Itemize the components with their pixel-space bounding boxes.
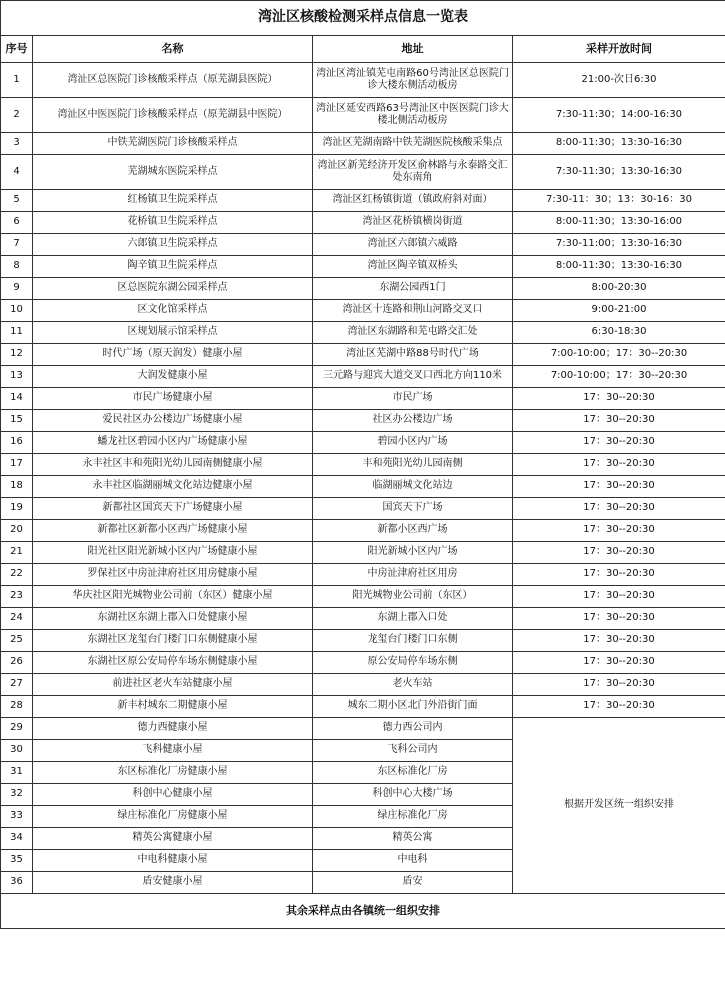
cell-hours: 17：30--20:30	[513, 454, 725, 476]
cell-hours: 9:00-21:00	[513, 300, 725, 322]
cell-name: 罗保社区中房沚津府社区用房健康小屋	[33, 564, 313, 586]
table-row	[1, 300, 725, 322]
cell-hours: 17：30--20:30	[513, 388, 725, 410]
cell-address: 新都小区西广场	[313, 520, 513, 542]
cell-address: 湾沚区六郎镇六威路	[313, 234, 513, 256]
cell-address: 社区办公楼边广场	[313, 410, 513, 432]
table-row	[1, 652, 725, 674]
cell-address: 盾安	[313, 872, 513, 894]
header-address: 地址	[313, 36, 513, 63]
cell-address: 湾沚区芜湖南路中铁芜湖医院核酸采集点	[313, 133, 513, 155]
cell-address: 湾沚区陶辛镇双桥头	[313, 256, 513, 278]
cell-name: 花桥镇卫生院采样点	[33, 212, 313, 234]
cell-no: 24	[1, 608, 33, 630]
cell-address: 湾沚区湾沚镇芜屯南路60号湾沚区总医院门诊大楼东侧活动板房	[313, 63, 513, 98]
cell-name: 时代广场（原天润发）健康小屋	[33, 344, 313, 366]
cell-no: 34	[1, 828, 33, 850]
cell-address: 湾沚区芜湖中路88号时代广场	[313, 344, 513, 366]
cell-name: 湾沚区总医院门诊核酸采样点（原芜湖县医院）	[33, 63, 313, 98]
cell-no: 31	[1, 762, 33, 784]
table-row	[1, 696, 725, 718]
cell-address: 城东二期小区北门外沿街门面	[313, 696, 513, 718]
cell-name: 科创中心健康小屋	[33, 784, 313, 806]
header-name: 名称	[33, 36, 313, 63]
cell-hours: 8:00-11:30；13:30-16:00	[513, 212, 725, 234]
cell-name: 蟠龙社区碧园小区内广场健康小屋	[33, 432, 313, 454]
table-row	[1, 542, 725, 564]
cell-name: 区文化馆采样点	[33, 300, 313, 322]
cell-no: 22	[1, 564, 33, 586]
cell-hours: 17：30--20:30	[513, 652, 725, 674]
table-row	[1, 564, 725, 586]
cell-hours: 7:30-11:00；13:30-16:30	[513, 234, 725, 256]
cell-no: 7	[1, 234, 33, 256]
cell-name: 中电科健康小屋	[33, 850, 313, 872]
table-row	[1, 190, 725, 212]
cell-name: 华庆社区阳光城物业公司前（东区）健康小屋	[33, 586, 313, 608]
cell-name: 东湖社区龙玺台门楼门口东侧健康小屋	[33, 630, 313, 652]
header-no: 序号	[1, 36, 33, 63]
cell-address: 精英公寓	[313, 828, 513, 850]
cell-address: 湾沚区东湖路和芜屯路交汇处	[313, 322, 513, 344]
cell-hours: 8:00-11:30；13:30-16:30	[513, 256, 725, 278]
cell-name: 永丰社区临湖丽城文化站边健康小屋	[33, 476, 313, 498]
cell-hours: 17：30--20:30	[513, 674, 725, 696]
cell-address: 湾沚区延安西路63号湾沚区中医医院门诊大楼北侧活动板房	[313, 98, 513, 133]
cell-name: 新都社区新都小区西广场健康小屋	[33, 520, 313, 542]
cell-address: 东湖公园西1门	[313, 278, 513, 300]
cell-name: 阳光社区阳光新城小区内广场健康小屋	[33, 542, 313, 564]
cell-no: 21	[1, 542, 33, 564]
cell-hours: 17：30--20:30	[513, 564, 725, 586]
table-row	[1, 212, 725, 234]
table-row	[1, 498, 725, 520]
cell-name: 陶辛镇卫生院采样点	[33, 256, 313, 278]
cell-no: 19	[1, 498, 33, 520]
cell-no: 27	[1, 674, 33, 696]
cell-no: 18	[1, 476, 33, 498]
cell-no: 25	[1, 630, 33, 652]
table-row	[1, 454, 725, 476]
cell-hours: 17：30--20:30	[513, 696, 725, 718]
cell-no: 14	[1, 388, 33, 410]
cell-name: 区规划展示馆采样点	[33, 322, 313, 344]
cell-address: 湾沚区十连路和荆山河路交叉口	[313, 300, 513, 322]
cell-hours: 7:30-11:30；13:30-16:30	[513, 155, 725, 190]
cell-name: 湾沚区中医医院门诊核酸采样点（原芜湖县中医院）	[33, 98, 313, 133]
table-row	[1, 674, 725, 696]
cell-name: 芜湖城东医院采样点	[33, 155, 313, 190]
cell-address: 东区标准化厂房	[313, 762, 513, 784]
cell-hours: 7:30-11：30；13：30-16：30	[513, 190, 725, 212]
cell-name: 绿庄标准化厂房健康小屋	[33, 806, 313, 828]
cell-no: 1	[1, 63, 33, 98]
merged-hours-cell: 根据开发区统一组织安排	[513, 718, 725, 894]
table-row	[1, 432, 725, 454]
cell-no: 33	[1, 806, 33, 828]
cell-name: 精英公寓健康小屋	[33, 828, 313, 850]
cell-address: 中电科	[313, 850, 513, 872]
cell-address: 飞科公司内	[313, 740, 513, 762]
table-row	[1, 476, 725, 498]
cell-no: 36	[1, 872, 33, 894]
table-row	[1, 366, 725, 388]
table-row	[1, 388, 725, 410]
cell-address: 科创中心大楼广场	[313, 784, 513, 806]
cell-address: 国宾天下广场	[313, 498, 513, 520]
cell-no: 9	[1, 278, 33, 300]
cell-hours: 8:00-11:30；13:30-16:30	[513, 133, 725, 155]
table-row	[1, 63, 725, 98]
cell-no: 3	[1, 133, 33, 155]
cell-hours: 6:30-18:30	[513, 322, 725, 344]
cell-address: 丰和苑阳光幼儿园南侧	[313, 454, 513, 476]
cell-address: 龙玺台门楼门口东侧	[313, 630, 513, 652]
cell-no: 32	[1, 784, 33, 806]
cell-no: 15	[1, 410, 33, 432]
cell-name: 东湖社区原公安局停车场东侧健康小屋	[33, 652, 313, 674]
header-row	[1, 36, 725, 63]
table-row	[1, 410, 725, 432]
cell-no: 11	[1, 322, 33, 344]
cell-name: 盾安健康小屋	[33, 872, 313, 894]
table-row	[1, 520, 725, 542]
cell-hours: 7:30-11:30；14:00-16:30	[513, 98, 725, 133]
cell-name: 东湖社区东湖上郡入口处健康小屋	[33, 608, 313, 630]
cell-name: 中铁芜湖医院门诊核酸采样点	[33, 133, 313, 155]
cell-name: 市民广场健康小屋	[33, 388, 313, 410]
table-row	[1, 718, 725, 740]
cell-hours: 17：30--20:30	[513, 432, 725, 454]
cell-address: 绿庄标准化厂房	[313, 806, 513, 828]
cell-name: 大润发健康小屋	[33, 366, 313, 388]
cell-no: 4	[1, 155, 33, 190]
cell-name: 飞科健康小屋	[33, 740, 313, 762]
cell-no: 30	[1, 740, 33, 762]
cell-name: 前进社区老火车站健康小屋	[33, 674, 313, 696]
cell-name: 新都社区国宾天下广场健康小屋	[33, 498, 313, 520]
table-row	[1, 322, 725, 344]
cell-no: 17	[1, 454, 33, 476]
cell-hours: 8:00-20:30	[513, 278, 725, 300]
cell-no: 8	[1, 256, 33, 278]
title-row	[1, 1, 725, 36]
cell-no: 13	[1, 366, 33, 388]
cell-hours: 7:00-10:00；17：30--20:30	[513, 344, 725, 366]
cell-no: 10	[1, 300, 33, 322]
cell-address: 碧园小区内广场	[313, 432, 513, 454]
cell-no: 26	[1, 652, 33, 674]
table-title: 湾沚区核酸检测采样点信息一览表	[1, 1, 725, 36]
cell-address: 原公安局停车场东侧	[313, 652, 513, 674]
header-hours: 采样开放时间	[513, 36, 725, 63]
cell-hours: 17：30--20:30	[513, 608, 725, 630]
cell-address: 三元路与迎宾大道交叉口西北方向110米	[313, 366, 513, 388]
cell-hours: 17：30--20:30	[513, 586, 725, 608]
table-row	[1, 256, 725, 278]
cell-address: 阳光新城小区内广场	[313, 542, 513, 564]
cell-no: 6	[1, 212, 33, 234]
cell-name: 红杨镇卫生院采样点	[33, 190, 313, 212]
cell-address: 老火车站	[313, 674, 513, 696]
cell-name: 爱民社区办公楼边广场健康小屋	[33, 410, 313, 432]
cell-address: 湾沚区花桥镇横岗街道	[313, 212, 513, 234]
cell-hours: 17：30--20:30	[513, 542, 725, 564]
table-row	[1, 98, 725, 133]
cell-hours: 17：30--20:30	[513, 520, 725, 542]
table-row	[1, 608, 725, 630]
cell-address: 湾沚区新芜经济开发区俞林路与永泰路交汇处东南角	[313, 155, 513, 190]
cell-address: 市民广场	[313, 388, 513, 410]
cell-no: 5	[1, 190, 33, 212]
cell-address: 东湖上郡入口处	[313, 608, 513, 630]
table-row	[1, 278, 725, 300]
table-row	[1, 586, 725, 608]
cell-name: 德力西健康小屋	[33, 718, 313, 740]
cell-no: 28	[1, 696, 33, 718]
cell-name: 新丰村城东二期健康小屋	[33, 696, 313, 718]
table-row	[1, 155, 725, 190]
cell-address: 临湖丽城文化站边	[313, 476, 513, 498]
cell-no: 23	[1, 586, 33, 608]
cell-address: 湾沚区红杨镇街道（镇政府斜对面）	[313, 190, 513, 212]
footer-note: 其余采样点由各镇统一组织安排	[1, 894, 725, 929]
footer-row	[1, 894, 725, 929]
cell-hours: 7:00-10:00；17：30--20:30	[513, 366, 725, 388]
cell-name: 区总医院东湖公园采样点	[33, 278, 313, 300]
cell-no: 35	[1, 850, 33, 872]
cell-no: 12	[1, 344, 33, 366]
cell-hours: 17：30--20:30	[513, 410, 725, 432]
cell-name: 东区标准化厂房健康小屋	[33, 762, 313, 784]
cell-hours: 17：30--20:30	[513, 498, 725, 520]
cell-name: 永丰社区丰和苑阳光幼儿园南侧健康小屋	[33, 454, 313, 476]
cell-hours: 17：30--20:30	[513, 476, 725, 498]
cell-address: 德力西公司内	[313, 718, 513, 740]
cell-name: 六郎镇卫生院采样点	[33, 234, 313, 256]
cell-hours: 17：30--20:30	[513, 630, 725, 652]
cell-no: 2	[1, 98, 33, 133]
table-row	[1, 234, 725, 256]
cell-no: 20	[1, 520, 33, 542]
table-row	[1, 630, 725, 652]
cell-address: 中房沚津府社区用房	[313, 564, 513, 586]
cell-hours: 21:00-次日6:30	[513, 63, 725, 98]
table-row	[1, 133, 725, 155]
cell-no: 16	[1, 432, 33, 454]
cell-no: 29	[1, 718, 33, 740]
cell-address: 阳光城物业公司前（东区）	[313, 586, 513, 608]
table-row	[1, 344, 725, 366]
